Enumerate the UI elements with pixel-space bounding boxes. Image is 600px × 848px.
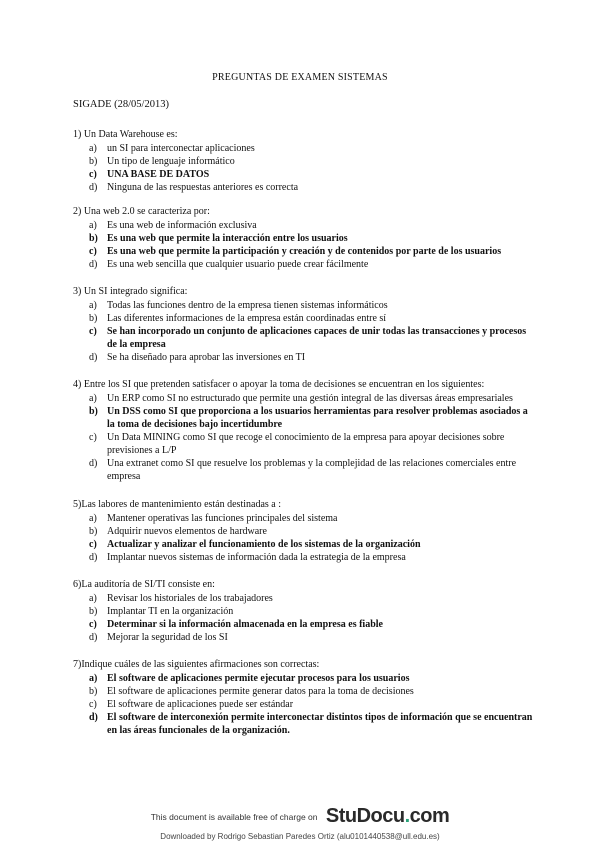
answer-option xyxy=(73,219,533,232)
option-letter: c) xyxy=(89,432,97,443)
exam-subtitle: SIGADE (28/05/2013) xyxy=(73,99,169,110)
question-text: 5)Las labores de mantenimiento están destinadas a : xyxy=(73,499,281,510)
option-text: Es una web de información exclusiva xyxy=(107,220,257,231)
option-text: Un tipo de lenguaje informático xyxy=(107,156,235,167)
option-letter: d) xyxy=(89,458,98,469)
answer-option xyxy=(73,631,533,644)
answer-option xyxy=(73,431,533,457)
answer-option xyxy=(73,457,533,483)
option-letter: a) xyxy=(89,513,97,524)
question-block xyxy=(73,658,533,737)
option-letter: c) xyxy=(89,326,97,337)
option-letter: b) xyxy=(89,686,98,697)
answer-option xyxy=(73,605,533,618)
option-letter: c) xyxy=(89,169,97,180)
option-letter: b) xyxy=(89,606,98,617)
option-letter: a) xyxy=(89,673,98,684)
answer-option xyxy=(73,698,533,711)
option-text: Actualizar y analizar el funcionamiento de los sistemas de la organización xyxy=(107,539,421,550)
answer-option xyxy=(73,538,533,551)
question-block xyxy=(73,285,533,364)
option-letter: d) xyxy=(89,259,98,270)
option-text: Es una web sencilla que cualquier usuario puede crear fácilmente xyxy=(107,259,369,270)
option-letter: a) xyxy=(89,593,97,604)
answer-option xyxy=(73,392,533,405)
answer-option xyxy=(73,299,533,312)
option-text: Se ha diseñado para aprobar las inversiones en TI xyxy=(107,352,306,363)
option-text: Es una web que permite la participación y creación y de contenidos por parte de los usuarios xyxy=(107,246,502,257)
option-text: Se han incorporado un conjunto de aplicaciones capaces de unir todas las transacciones y procesos de la empresa xyxy=(107,326,527,350)
question-block xyxy=(73,205,533,271)
option-letter: d) xyxy=(89,632,98,643)
answer-option xyxy=(73,245,533,258)
question-text: 6)La auditoría de SI/TI consiste en: xyxy=(73,579,215,590)
answer-option xyxy=(73,618,533,631)
question-block xyxy=(73,578,533,644)
option-text: El software de aplicaciones puede ser estándar xyxy=(107,699,294,710)
option-text: El software de aplicaciones permite ejecutar procesos para los usuarios xyxy=(107,673,410,684)
option-text: Una extranet como SI que resuelve los problemas y la complejidad de las relaciones comerciales entre empresa xyxy=(107,458,517,482)
option-text: Mantener operativas las funciones principales del sistema xyxy=(107,513,338,524)
question-text: 7)Indique cuáles de las siguientes afirmaciones son correctas: xyxy=(73,659,320,670)
answer-option xyxy=(73,232,533,245)
option-text: Determinar si la información almacenada en la empresa es fiable xyxy=(107,619,383,630)
option-letter: b) xyxy=(89,313,98,324)
option-letter: b) xyxy=(89,156,98,167)
option-letter: d) xyxy=(89,712,98,723)
answer-option xyxy=(73,405,533,431)
question-block xyxy=(73,128,533,194)
document-title: PREGUNTAS DE EXAMEN SISTEMAS xyxy=(212,72,388,83)
answer-option xyxy=(73,325,533,351)
option-letter: d) xyxy=(89,552,98,563)
option-text: un SI para interconectar aplicaciones xyxy=(107,143,255,154)
option-text: Revisar los historiales de los trabajadores xyxy=(107,593,273,604)
option-text: Adquirir nuevos elementos de hardware xyxy=(107,526,267,537)
option-text: El software de aplicaciones permite generar datos para la toma de decisiones xyxy=(107,686,414,697)
option-letter: c) xyxy=(89,699,97,710)
option-letter: d) xyxy=(89,352,98,363)
option-letter: b) xyxy=(89,526,98,537)
studocu-logo[interactable]: StuDocu.com xyxy=(325,805,450,827)
answer-option xyxy=(73,592,533,605)
option-text: Ninguna de las respuestas anteriores es correcta xyxy=(107,182,299,193)
option-letter: a) xyxy=(89,220,97,231)
answer-option xyxy=(73,168,533,181)
answer-option xyxy=(73,672,533,685)
answer-option xyxy=(73,351,533,364)
free-charge-text: This document is available free of charge on xyxy=(150,811,318,822)
answer-option xyxy=(73,551,533,564)
option-letter: c) xyxy=(89,246,97,257)
option-letter: d) xyxy=(89,182,98,193)
option-letter: b) xyxy=(89,233,98,244)
option-text: Es una web que permite la interacción entre los usuarios xyxy=(107,233,348,244)
answer-option xyxy=(73,711,533,737)
answer-option xyxy=(73,312,533,325)
option-text: Implantar nuevos sistemas de información dada la estrategia de la empresa xyxy=(107,552,406,563)
option-letter: c) xyxy=(89,539,97,550)
option-text: Las diferentes informaciones de la empresa están coordinadas entre sí xyxy=(107,313,387,324)
option-letter: a) xyxy=(89,393,97,404)
option-text: Un Data MINING como SI que recoge el conocimiento de la empresa para apoyar decisiones sobre previsiones a L/P xyxy=(107,432,505,456)
answer-option xyxy=(73,181,533,194)
option-text: UNA BASE DE DATOS xyxy=(107,169,210,180)
answer-option xyxy=(73,258,533,271)
question-text: 2) Una web 2.0 se caracteriza por: xyxy=(73,206,210,217)
option-letter: c) xyxy=(89,619,97,630)
option-letter: a) xyxy=(89,143,97,154)
option-text: Todas las funciones dentro de la empresa tienen sistemas informáticos xyxy=(107,300,388,311)
question-text: 4) Entre los SI que pretenden satisfacer o apoyar la toma de decisiones se encuentran en los siguientes: xyxy=(73,379,485,390)
answer-option xyxy=(73,685,533,698)
question-text: 1) Un Data Warehouse es: xyxy=(73,129,178,140)
option-text: Un DSS como SI que proporciona a los usuarios herramientas para resolver problemas asociados a la toma de decisiones bajo incertidumbre xyxy=(107,406,528,430)
option-text: El software de interconexión permite interconectar distintos tipos de información que se encuentran en las áreas funcionales de la organización. xyxy=(107,712,533,736)
option-letter: a) xyxy=(89,300,97,311)
question-block xyxy=(73,498,533,564)
answer-option xyxy=(73,142,533,155)
option-text: Implantar TI en la organización xyxy=(107,606,234,617)
option-letter: b) xyxy=(89,406,98,417)
question-text: 3) Un SI integrado significa: xyxy=(73,286,188,297)
answer-option xyxy=(73,525,533,538)
answer-option xyxy=(73,512,533,525)
option-text: Un ERP como SI no estructurado que permite una gestión integral de las diversas áreas empresariales xyxy=(107,393,513,404)
studocu-footer xyxy=(0,805,600,828)
downloaded-by-text: Downloaded by Rodrigo Sebastian Paredes Ortiz (alu0101440538@ull.edu.es) xyxy=(160,832,440,841)
answer-option xyxy=(73,155,533,168)
option-text: Mejorar la seguridad de los SI xyxy=(107,632,228,643)
question-block xyxy=(73,378,533,483)
